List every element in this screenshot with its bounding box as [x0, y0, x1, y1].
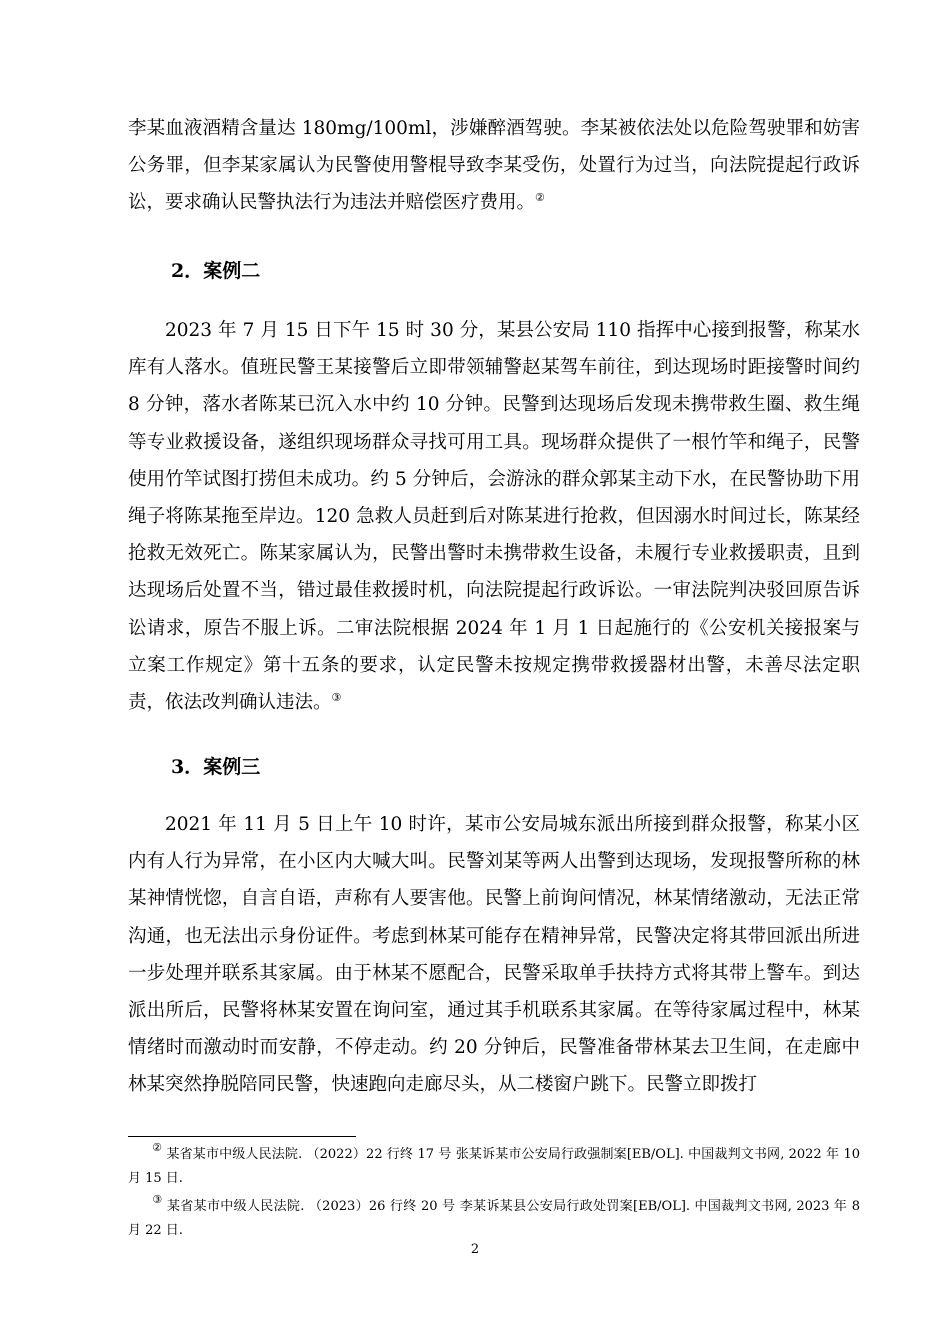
footnote-text: 某省某市中级人民法院. （2022）22 行终 17 号 张某诉某市公安局行政强制案[EB/OL]. 中国裁判文书网, 2022 年 10 月 15 日.	[128, 1147, 860, 1186]
footnote-2	[128, 1143, 860, 1191]
footnote-ref[interactable]: ③	[331, 691, 342, 705]
paragraph-case1-continuation	[128, 110, 860, 222]
paragraph-case3	[128, 806, 860, 1104]
paragraph-text: 2021 年 11 月 5 日上午 10 时许，某市公安局城东派出所接到群众报警，称某小区内有人行为异常，在小区内大喊大叫。民警刘某等两人出警到达现场，发现报警所称的林某神情恍惚，自言自语，声称有人要害他。民警上前询问情况，林某情绪激动，无法正常沟通，也无法出示身份证件。考虑到林某可能存在精神异常，民警决定将其带回派出所进一步处理并联系其家属。由于林某不愿配合，民警采取单手扶持方式将其带上警车。到达派出所后，民警将林某安置在询问室，通过其手机联系其家属。在等待家属过程中，林某情绪时而激动时而安静，不停走动。约 20 分钟后，民警准备带林某去卫生间，在走廊中林某突然挣脱陪同民警，快速跑向走廊尽头，从二楼窗户跳下。民警立即拨打	[128, 814, 860, 1096]
footnote-ref[interactable]: ②	[535, 191, 545, 205]
footnote-mark: ③	[152, 1193, 163, 1206]
footnote-3	[128, 1195, 860, 1243]
section-heading-case2: 2．案例二	[171, 260, 261, 282]
footnote-mark: ②	[152, 1141, 163, 1154]
paragraph-text: 李某血液酒精含量达 180mg/100ml，涉嫌醉酒驾驶。李某被依法处以危险驾驶罪和妨害公务罪，但李某家属认为民警使用警棍导致李某受伤，处置行为过当，向法院提起行政诉讼，要求确认民警执法行为违法并赔偿医疗费用。	[128, 118, 860, 214]
footnote-text: 某省某市中级人民法院. （2023）26 行终 20 号 李某诉某县公安局行政处罚案[EB/OL]. 中国裁判文书网, 2023 年 8 月 22 日.	[128, 1199, 860, 1238]
paragraph-text: 2023 年 7 月 15 日下午 15 时 30 分，某县公安局 110 指挥中心接到报警，称某水库有人落水。值班民警王某接警后立即带领辅警赵某驾车前往，到达现场时距接警时间约 8 分钟，落水者陈某已沉入水中约 10 分钟。民警到达现场后发现未携带救生圈、救生绳等专业救援设备，遂组织现场群众寻找可用工具。现场群众提供了一根竹竿和绳子，民警使用竹竿试图打捞但未成功。约 5 分钟后，会游泳的群众郭某主动下水，在民警协助下用绳子将陈某拖至岸边。120 急救人员赶到后对陈某进行抢救，但因溺水时间过长，陈某经抢救无效死亡。陈某家属认为，民警出警时未携带救生设备，未履行专业救援职责，且到达现场后处置不当，错过最佳救援时机，向法院提起行政诉讼。一审法院判决驳回原告诉讼请求，原告不服上诉。二审法院根据 2024 年 1 月 1 日起施行的《公安机关接报案与立案工作规定》第十五条的要求，认定民警未按规定携带救援器材出警，未善尽法定职责，依法改判确认违法。	[128, 320, 860, 714]
footnote-separator	[128, 1136, 356, 1137]
paragraph-case2	[128, 312, 860, 721]
section-heading-case3: 3．案例三	[171, 756, 261, 778]
page-number: 2	[470, 1242, 480, 1257]
